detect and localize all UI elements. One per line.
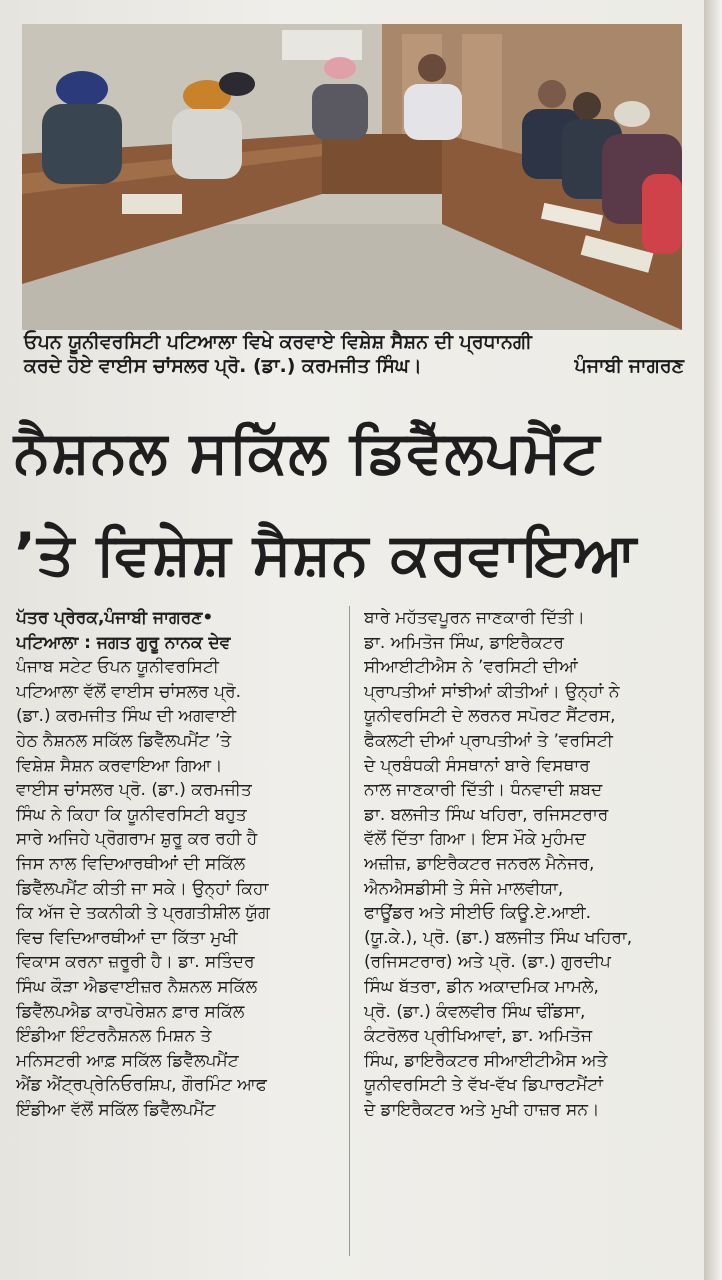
article-line: ਹੇਠ ਨੈਸ਼ਨਲ ਸਕਿੱਲ ਡਿਵੈੱਲਪਮੈਂਟ ’ਤੇ	[16, 730, 232, 751]
article-line: ਸਿੰਘ, ਡਾਇਰੈਕਟਰ ਸੀਆਈਟੀਐਸ ਅਤੇ	[364, 1050, 608, 1071]
meeting-photo	[22, 24, 682, 330]
article-line: ਪਟਿਆਲਾ : ਜਗਤ ਗੁਰੂ ਨਾਨਕ ਦੇਵ	[16, 632, 231, 653]
article-line: ਵਿਕਾਸ ਕਰਨਾ ਜ਼ਰੂਰੀ ਹੈ। ਡਾ. ਸਤਿੰਦਰ	[16, 952, 255, 973]
article-line: ਫਾਊਂਡਰ ਅਤੇ ਸੀਈਓ ਕਿਊ.ਏ.ਆਈ.	[364, 903, 592, 924]
article-line: ਐਨਐਸਡੀਸੀ ਤੇ ਸੰਜੇ ਮਾਲਵੀਯਾ,	[364, 878, 564, 899]
article-line: ਪ੍ਰਾਪਤੀਆਂ ਸਾਂਝੀਆਂ ਕੀਤੀਆਂ। ਉਨ੍ਹਾਂ ਨੇ	[364, 681, 620, 702]
photo-credit: ਪੰਜਾਬੀ ਜਾਗਰਣ	[574, 355, 684, 377]
article-line: ਦੇ ਡਾਇਰੈਕਟਰ ਅਤੇ ਮੁਖੀ ਹਾਜ਼ਰ ਸਨ।	[364, 1099, 600, 1120]
article-line: ਪ੍ਰੋ. (ਡਾ.) ਕੰਵਲਵੀਰ ਸਿੰਘ ਢੀਂਡਸਾ,	[364, 1001, 586, 1022]
photo-caption	[24, 330, 684, 378]
byline: ਪੱਤਰ ਪ੍ਰੇਰਕ,ਪੰਜਾਬੀ ਜਾਗਰਣ•	[16, 608, 214, 628]
headline-line-2: ’ਤੇ ਵਿਸ਼ੇਸ਼ ਸੈਸ਼ਨ ਕਰਵਾਇਆ	[14, 520, 638, 588]
article-line: ਜਿਸ ਨਾਲ ਵਿਦਿਆਰਥੀਆਂ ਦੀ ਸਕਿੱਲ	[16, 853, 246, 874]
article-line: ਸੀਆਈਟੀਐਸ ਨੇ ’ਵਰਸਿਟੀ ਦੀਆਂ	[364, 657, 578, 678]
article-line: ਫੈਕਲਟੀ ਦੀਆਂ ਪ੍ਰਾਪਤੀਆਂ ਤੇ ’ਵਰਸਿਟੀ	[364, 730, 613, 751]
column-divider	[349, 606, 350, 1256]
article-line: ਬਾਰੇ ਮਹੱਤਵਪੂਰਨ ਜਾਣਕਾਰੀ ਦਿੱਤੀ।	[364, 608, 585, 628]
article-line: ਸਿੰਘ ਬੱਤਰਾ, ਡੀਨ ਅਕਾਦਮਿਕ ਮਾਮਲੇ,	[364, 976, 599, 997]
article-line: ਯੂਨੀਵਰਸਿਟੀ ਦੇ ਲਰਨਰ ਸਪੋਰਟ ਸੈਂਟਰਸ,	[364, 706, 616, 727]
article-line: ਪਟਿਆਲਾ ਵੱਲੋਂ ਵਾਈਸ ਚਾਂਸਲਰ ਪ੍ਰੋ.	[16, 681, 242, 702]
article-line: ਸਾਰੇ ਅਜਿਹੇ ਪ੍ਰੋਗਰਾਮ ਸ਼ੁਰੂ ਕਰ ਰਹੀ ਹੈ	[16, 829, 258, 850]
article-line: (ਡਾ.) ਕਰਮਜੀਤ ਸਿੰਘ ਦੀ ਅਗਵਾਈ	[16, 706, 237, 727]
article-line: ਸਿੰਘ ਕੌੜਾ ਐਡਵਾਈਜ਼ਰ ਨੈਸ਼ਨਲ ਸਕਿੱਲ	[16, 976, 258, 997]
article-line: ਐਂਡ ਐਂਟ੍ਰਪ੍ਰੇਨਿਓਰਸ਼ਿਪ, ਗੌਰਮਿੰਟ ਆਫ	[16, 1075, 267, 1096]
article-line: ਅਜ਼ੀਜ਼, ਡਾਇਰੈਕਟਰ ਜਨਰਲ ਮੈਨੇਜਰ,	[364, 853, 595, 874]
article-line: ਕਿ ਅੱਜ ਦੇ ਤਕਨੀਕੀ ਤੇ ਪ੍ਰਗਤੀਸ਼ੀਲ ਯੁੱਗ	[16, 903, 270, 924]
article-column-left	[16, 606, 346, 1122]
paper-edge	[704, 0, 722, 1280]
article-line: ਸਿੰਘ ਨੇ ਕਿਹਾ ਕਿ ਯੂਨੀਵਰਸਿਟੀ ਬਹੁਤ	[16, 804, 247, 825]
caption-line-1: ਓਪਨ ਯੂਨੀਵਰਸਿਟੀ ਪਟਿਆਲਾ ਵਿਖੇ ਕਰਵਾਏ ਵਿਸ਼ੇਸ਼ ਸੈਸ਼ਨ ਦੀ ਪ੍ਰਧਾਨਗੀ	[24, 331, 532, 353]
article-line: ਨਾਲ ਜਾਣਕਾਰੀ ਦਿੱਤੀ। ਧੰਨਵਾਦੀ ਸ਼ਬਦ	[364, 780, 603, 801]
article-line: ਡਾ. ਅਮਿਤੋਜ ਸਿੰਘ, ਡਾਇਰੈਕਟਰ	[364, 632, 564, 653]
article-line: ਵਿਸ਼ੇਸ਼ ਸੈਸ਼ਨ ਕਰਵਾਇਆ ਗਿਆ।	[16, 755, 223, 776]
article-line: ਦੇ ਪ੍ਰਬੰਧਕੀ ਸੰਸਥਾਨਾਂ ਬਾਰੇ ਵਿਸਥਾਰ	[364, 755, 590, 776]
caption-line-2: ਕਰਦੇ ਹੋਏ ਵਾਈਸ ਚਾਂਸਲਰ ਪ੍ਰੋ. (ਡਾ.) ਕਰਮਜੀਤ ਸਿੰਘ।	[24, 355, 422, 377]
article-line: ਮਨਿਸਟਰੀ ਆਫ਼ ਸਕਿੱਲ ਡਿਵੈੱਲਪਮੈਂਟ	[16, 1050, 239, 1071]
article-line: (ਰਜਿਸਟਰਾਰ) ਅਤੇ ਪ੍ਰੋ. (ਡਾ.) ਗੁਰਦੀਪ	[364, 952, 611, 973]
article-line: ਡਾ. ਬਲਜੀਤ ਸਿੰਘ ਖਹਿਰਾ, ਰਜਿਸਟਰਾਰ	[364, 804, 609, 825]
article-line: ਵੱਲੋਂ ਦਿੱਤਾ ਗਿਆ। ਇਸ ਮੌਕੇ ਮੁਹੰਮਦ	[364, 829, 586, 850]
article-line: ਯੂਨੀਵਰਸਿਟੀ ਤੇ ਵੱਖ-ਵੱਖ ਡਿਪਾਰਟਮੈਂਟਾਂ	[364, 1075, 603, 1096]
article-line: ਪੰਜਾਬ ਸਟੇਟ ਓਪਨ ਯੂਨੀਵਰਸਿਟੀ	[16, 657, 219, 678]
article-line: ਡਿਵੈੱਲਪਐਡ ਕਾਰਪੋਰੇਸ਼ਨ ਫ਼ਾਰ ਸਕਿੱਲ	[16, 1001, 245, 1022]
headline-line-1: ਨੈਸ਼ਨਲ ਸਕਿੱਲ ਡਿਵੈੱਲਪਮੈਂਟ	[14, 418, 601, 486]
article-line: ਵਿਚ ਵਿਦਿਆਰਥੀਆਂ ਦਾ ਕਿੱਤਾ ਮੁਖੀ	[16, 927, 238, 948]
article-column-right	[364, 606, 690, 1122]
article-line: ਕੰਟਰੋਲਰ ਪ੍ਰੀਖਿਆਵਾਂ, ਡਾ. ਅਮਿਤੋਜ	[364, 1026, 593, 1047]
article-line: ਇੰਡੀਆ ਇੰਟਰਨੈਸ਼ਨਲ ਮਿਸ਼ਨ ਤੇ	[16, 1026, 212, 1047]
article-line: (ਯੂ.ਕੇ.), ਪ੍ਰੋ. (ਡਾ.) ਬਲਜੀਤ ਸਿੰਘ ਖਹਿਰਾ,	[364, 927, 633, 948]
article-line: ਇੰਡੀਆ ਵੱਲੋਂ ਸਕਿੱਲ ਡਿਵੈੱਲਪਮੈਂਟ	[16, 1099, 216, 1120]
article-line: ਡਿਵੈੱਲਪਮੈਂਟ ਕੀਤੀ ਜਾ ਸਕੇ। ਉਨ੍ਹਾਂ ਕਿਹਾ	[16, 878, 269, 899]
article-line: ਵਾਈਸ ਚਾਂਸਲਰ ਪ੍ਰੋ. (ਡਾ.) ਕਰਮਜੀਤ	[16, 780, 252, 801]
